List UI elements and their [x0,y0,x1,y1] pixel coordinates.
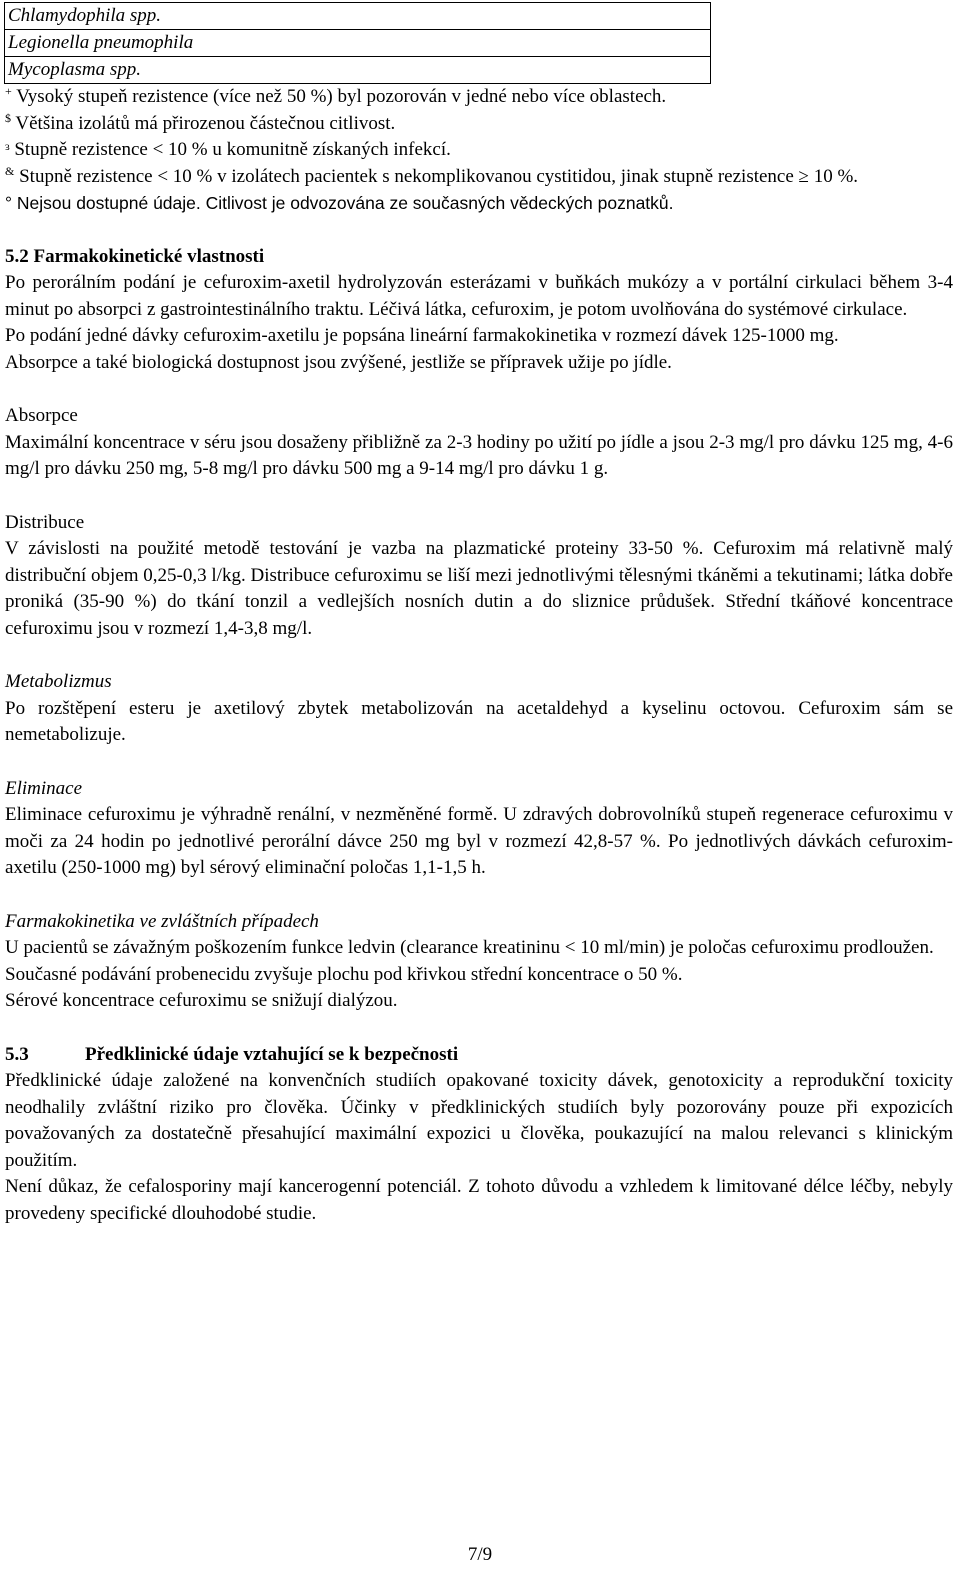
table-row [5,30,711,57]
paragraph: V závislosti na použité metodě testování je vazba na plazmatické proteiny 33-50 %. Cefuroxim má relativně malý distribuční objem 0,25-0,3 l/kg. Distribuce cefuroximu se liší mezi jednotlivými tělesnými tkáněmi a tekutinami; látka dobře proniká (35-90 %) do tkání tonzil a vedlejších nosních dutin a do sliznice průdušek. Střední tkáňové koncentrace cefuroximu jsou v rozmezí 1,4-3,8 mg/l. [5,538,953,639]
paragraph: Eliminace cefuroximu je výhradně renální, v nezměněné formě. U zdravých dobrovolníků stupeň regenerace cefuroximu v moči za 24 hodin po jednotlivé perorální dávce 250 mg byl v rozmezí 42,8-57 %. Po jednotlivých dávkách cefuroxim-axetilu (250-1000 mg) byl sérový eliminační poločas 1,1-1,5 h. [5,804,953,878]
footnote-amp [5,164,953,191]
page-number: 7/9 [467,1544,493,1565]
paragraph: Maximální koncentrace v séru jsou dosaženy přibližně za 2-3 hodiny po užití po jídle a jsou 2-3 mg/l pro dávku 125 mg, 4-6 mg/l pro dávku 250 mg, 5-8 mg/l pro dávku 500 mg a 9-14 mg/l pro dávku 1 g. [5,431,953,479]
organism-cell: Legionella pneumophila [5,30,711,57]
footnote-text: Vysoký stupeň rezistence (více než 50 %) byl pozorován v jedné nebo více oblastech. [11,86,667,107]
footnote-text: Stupně rezistence < 10 % u komunitně získaných infekcí. [9,139,451,160]
organism-cell: Mycoplasma spp. [5,57,711,84]
footnote-plus [5,84,953,111]
table-row [5,57,711,84]
paragraph: Po perorálním podání je cefuroxim-axetil hydrolyzován esterázami v buňkách mukózy a v portální cirkulaci během 3-4 minut po absorpci z gastrointestinálního traktu. Léčivá látka, cefuroxim, je potom uvolňována do systémové cirkulace. [5,272,953,320]
table-row [5,3,711,30]
section-5-2-heading: 5.2 Farmakokinetické vlastnosti [5,245,265,267]
metabolizmus-heading: Metabolizmus [5,671,112,692]
special-cases-heading: Farmakokinetika ve zvláštních případech [5,910,319,932]
section-number: 5.3 [5,1043,29,1065]
footnote-r [5,137,953,164]
document-page [5,0,953,1227]
footnote-symbol: $ [5,110,11,125]
eliminace-heading: Eliminace [5,777,83,799]
footnote-text: Většina izolátů má přirozenou částečnou citlivost. [11,112,396,134]
paragraph: Současné podávání probenecidu zvyšuje plochu pod křivkou střední koncentrace o 50 %. [5,963,683,985]
paragraph: Po rozštěpení esteru je axetilový zbytek metabolizován na acetaldehyd a kyselinu octovou. Cefuroxim sám se nemetabolizuje. [5,697,953,745]
paragraph: Předklinické údaje založené na konvenčních studiích opakované toxicity dávek, genotoxicity a reprodukční toxicity neodhalily zvláštní riziko pro člověka. Účinky v předklinických studiích byly pozorovány pouze při expozicích považovaných za dostatečně přesahující maximální expozici u člověka, poukazující na malou relevanci s klinickým použitím. [5,1070,953,1171]
paragraph: Po podání jedné dávky cefuroxim-axetilu je popsána lineární farmakokinetika v rozmezí dávek 125-1000 mg. [5,325,839,346]
paragraph: Není důkaz, že cefalosporiny mají kancerogenní potenciál. Z tohoto důvodu a vzhledem k limitované délce léčby, nebyly provedeny specifické dlouhodobé studie. [5,1176,953,1224]
distribuce-heading: Distribuce [5,511,85,533]
paragraph: U pacientů se závažným poškozením funkce ledvin (clearance kreatininu < 10 ml/min) je poločas cefuroximu prodloužen. [5,937,934,958]
organism-table [4,2,711,84]
section-title: Předklinické údaje vztahující se k bezpečnosti [85,1043,459,1065]
footnote-dollar [5,111,953,138]
footnote-symbol: + [5,84,12,98]
paragraph: Sérové koncentrace cefuroximu se snižují dialýzou. [5,990,398,1011]
paragraph: Absorpce a také biologická dostupnost jsou zvýšené, jestliže se přípravek užije po jídle. [5,351,672,373]
footnote-text: Stupně rezistence < 10 % v izolátech pacientek s nekomplikovanou cystitidou, jinak stupně rezistence ≥ 10 %. [14,165,859,187]
absorpce-heading: Absorpce [5,405,78,426]
footnote-symbol: & [5,163,15,178]
section-5-3-heading [5,1042,953,1069]
footnote-symbol: ᵌ [5,139,10,160]
footnote-degree: ° Nejsou dostupné údaje. Citlivost je odvozována ze současných vědeckých poznatků. [5,193,674,213]
organism-cell: Chlamydophila spp. [5,3,711,30]
